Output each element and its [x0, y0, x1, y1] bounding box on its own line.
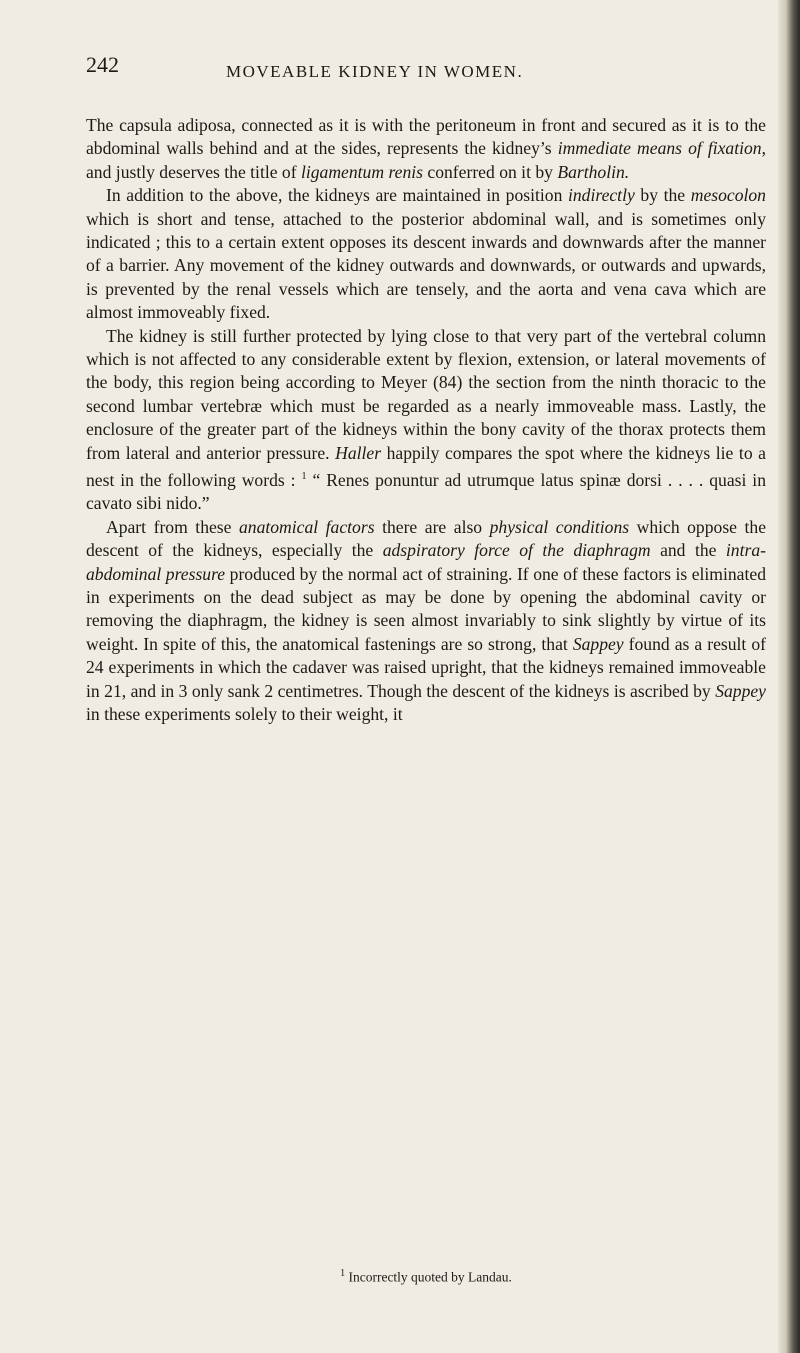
text-run: happily compares the spot where the kidneys lie to a nest in the following words :: [86, 442, 766, 490]
paragraph-physical-conditions: [86, 516, 766, 727]
italic-run: Sappey: [572, 633, 624, 654]
text-run: produced by the normal act of straining. If one of these factors is eliminated in experiments on the dead subject as may be done by opening the abdominal cavity or removing the diaphragm, the kidney is seen almost invariably to sink slightly by virtue of its weight. In spite of this, the anatomical fastenings are so strong, that: [86, 563, 766, 654]
footnote-marker: 1: [340, 1268, 346, 1279]
paragraph-capsula: [86, 114, 766, 184]
text-run: which oppose the descent of the kidneys, especially the: [86, 516, 766, 561]
italic-run: mesocolon: [690, 185, 766, 206]
text-run: and the: [650, 540, 726, 561]
text-run: “ Renes ponuntur ad utrumque latus spinæ dorsi . . . . quasi in cavato sibi nido.”: [86, 469, 766, 514]
italic-run: Haller: [335, 442, 382, 463]
footnote: [86, 1268, 766, 1286]
italic-run: physical conditions: [489, 516, 630, 537]
italic-run: anatomical factors: [238, 516, 375, 537]
italic-run: Bartholin.: [557, 161, 630, 182]
text-run: In addition to the above, the kidneys are maintained in position: [106, 185, 568, 206]
text-run: The kidney is still further protected by lying close to that very part of the vertebral column which is not affected to any considerable extent by flexion, extension, or lateral movements of the body, this region being according to Meyer (84) the section from the ninth thoracic to the second lumbar vertebræ which must be regarded as a nearly immoveable mass. Lastly, the enclosure of the greater part of the kidneys within the bony cavity of the thorax protects them from lateral and anterior pressure.: [86, 325, 766, 463]
text-run: in these experiments solely to their weight, it: [86, 704, 403, 725]
italic-run: ligamentum renis: [300, 161, 423, 182]
text-run: The capsula adiposa, connected as it is with the peritoneum in front and secured as it is to the abdominal walls behind and at the sides, represents the kidney’s: [86, 115, 766, 159]
footnote-text: Incorrectly quoted by Landau.: [345, 1269, 512, 1285]
text-run: there are also: [374, 516, 490, 537]
body-text: [86, 114, 766, 726]
page-number: 242: [86, 52, 119, 77]
text-run: , and justly deserves the title of: [86, 138, 767, 182]
paragraph-mesocolon: [86, 184, 766, 324]
italic-run: adspiratory force of the diaphragm: [382, 540, 651, 561]
text-run: which is short and tense, attached to the posterior abdominal wall, and is sometimes only indicated ; this to a certain extent opposes its descent inwards and downwards after the manner of a barrier. Any movement of the kidney outwards and downwards, or outwards and upwards, is prevented by the renal vessels which are tensely, and the aorta and vena cava which are almost immoveably fixed.: [86, 208, 766, 323]
text-run: by the: [634, 185, 691, 206]
page-edge-shadow: [778, 0, 800, 1353]
italic-run: immediate means of fixation: [557, 138, 762, 159]
text-run: found as a result of 24 experiments in which the cadaver was raised upright, that the kidneys remained immoveable in 21, and in 3 only sank 2 centimetres. Though the descent of the kidneys is ascribed by: [86, 633, 766, 701]
italic-run: indirectly: [568, 185, 635, 206]
footnote-ref: 1: [301, 471, 307, 483]
running-head: MOVEABLE KIDNEY IN WOMEN.: [226, 62, 524, 81]
text-run: conferred on it by: [423, 161, 558, 182]
paragraph-vertebral-column: [86, 325, 766, 516]
text-run: Apart from these: [106, 516, 239, 537]
page-header: [86, 52, 766, 92]
italic-run: Sappey: [715, 680, 766, 701]
italic-run: intra-abdominal pressure: [86, 540, 766, 584]
